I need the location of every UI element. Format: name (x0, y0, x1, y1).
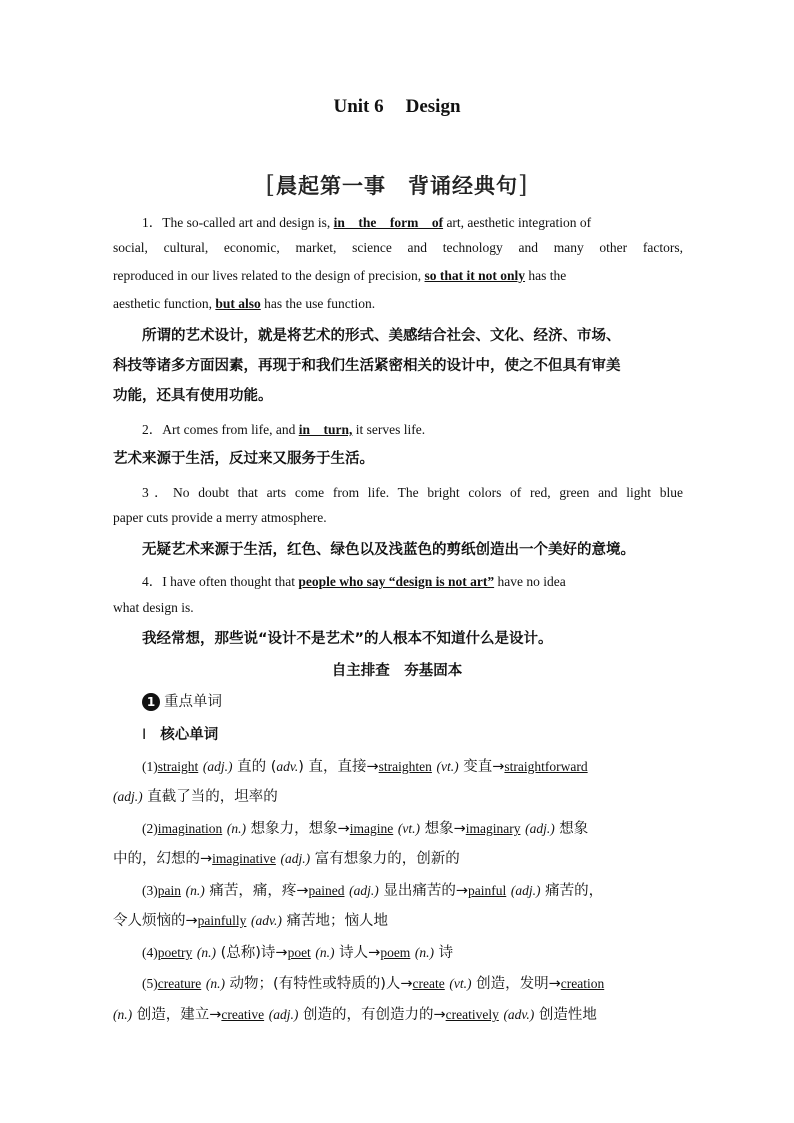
sentence-number: 1． (142, 215, 163, 230)
sentence-1-translation-line-3: 功能，还具有使用功能。 (113, 388, 273, 404)
sentence-4-line-2: what design is. (113, 600, 194, 615)
sentence-number: 4． (142, 574, 163, 589)
part-of-speech: (adv.) (251, 913, 282, 928)
unit-label: Unit 6 (333, 96, 384, 117)
definition: 显出痛苦的→ (378, 883, 468, 899)
sentence-1-line-1 (113, 211, 712, 231)
vocab-word: pain (157, 883, 181, 898)
definition: 直的 ( (232, 759, 277, 775)
definition: 想象 (554, 821, 589, 837)
vocab-word: painfully (197, 913, 247, 928)
part-of-speech: (vt.) (397, 821, 420, 836)
part-of-speech: (vt.) (436, 759, 459, 774)
definition: 痛苦的， (540, 883, 604, 899)
vocab-word: painful (468, 883, 507, 898)
sentence-text: I have often thought that (162, 574, 299, 589)
item-number: (3) (142, 883, 158, 898)
vocab-item-3-line-2 (113, 909, 683, 930)
vocab-word: creatively (445, 1007, 499, 1022)
definition: 令人烦恼的→ (113, 913, 198, 929)
definition: 创造，建立→ (132, 1007, 222, 1023)
definition: 痛苦，痛，疼→ (204, 883, 309, 899)
part-of-speech: (adj.) (268, 1007, 299, 1022)
banner-text: 晨起第一事 背诵经典句 (276, 174, 518, 198)
sentence-4-translation: 我经常想，那些说“设计不是艺术”的人根本不知道什么是设计。 (142, 631, 553, 647)
sentence-1-translation-line-2: 科技等诸多方面因素，再现于和我们生活紧密相关的设计中，使之不但具有审美 (113, 358, 621, 374)
definition: (总称)诗→ (215, 945, 288, 961)
sentence-number: 3． (142, 485, 173, 500)
sentence-1-line-3 (113, 268, 683, 284)
vocab-word: pained (308, 883, 345, 898)
key-phrase: so that it not only (424, 268, 526, 283)
vocab-word: straightforward (504, 759, 588, 774)
definition: 富有想象力的，创新的 (310, 851, 460, 867)
vocab-item-1-line-1 (113, 755, 712, 776)
part-of-speech: (adj.) (280, 851, 311, 866)
sentence-text: reproduced in our lives related to the design of precision, (113, 268, 425, 283)
sentence-1-line-4 (113, 296, 683, 312)
sentence-text: The so-called art and design is, (162, 215, 334, 230)
page-title (0, 96, 794, 118)
item-number: (5) (142, 976, 158, 991)
part-of-speech: (n.) (205, 976, 225, 991)
sentence-2-translation: 艺术来源于生活，反过来又服务于生活。 (113, 451, 374, 467)
key-phrase: people who say “design is not art” (298, 574, 495, 589)
definition: 诗 (434, 945, 454, 961)
sentence-text: has the (525, 268, 567, 283)
sentence-4-line-1 (113, 570, 712, 590)
part-of-speech: adv. (276, 759, 299, 774)
sentence-1-translation-line-1: 所谓的艺术设计，就是将艺术的形式、美感结合社会、文化、经济、市场、 (142, 328, 621, 344)
part-of-speech: (n.) (226, 821, 246, 836)
vocab-word: imaginative (212, 851, 276, 866)
sentence-text: have no idea (494, 574, 566, 589)
vocab-word: creation (560, 976, 605, 991)
key-words-label: 重点单词 (164, 694, 222, 710)
banner-open-bracket: [ (265, 171, 276, 199)
part-of-speech: (adj.) (202, 759, 233, 774)
vocab-item-2-line-2 (113, 847, 683, 868)
vocab-item-5-line-1 (113, 972, 712, 993)
key-phrase: but also (215, 296, 261, 311)
definition: 痛苦地；恼人地 (281, 913, 388, 929)
sentence-text: it serves life. (352, 422, 426, 437)
key-phrase: in turn, (298, 422, 353, 437)
vocab-item-3-line-1 (113, 879, 712, 900)
number-circle-icon: 1 (142, 693, 160, 711)
part-of-speech: (vt.) (449, 976, 472, 991)
vocab-word: creature (157, 976, 202, 991)
vocab-word: imaginary (465, 821, 521, 836)
definition: 想象→ (419, 821, 466, 837)
definition: 想象力，想象→ (245, 821, 350, 837)
sentence-1-line-2: social, cultural, economic, market, science and technology and many other factors, (113, 240, 683, 255)
definition: 中的，幻想的→ (113, 851, 213, 867)
sentence-3-line-1 (113, 481, 683, 501)
definition: 直截了当的，坦率的 (142, 789, 278, 805)
part-of-speech: (adj.) (349, 883, 379, 898)
section-heading: 自主排查 夯基固本 (331, 663, 463, 679)
roman-numeral: Ⅰ (142, 727, 147, 743)
core-words-label: 核心单词 (160, 727, 219, 743)
sentence-text: Art comes from life, and (162, 422, 299, 437)
key-words-heading (113, 690, 712, 711)
sentence-text: has the use function. (260, 296, 376, 311)
vocab-word: poet (287, 945, 311, 960)
part-of-speech: (adj.) (113, 789, 143, 804)
definition: 创造性地 (534, 1007, 597, 1023)
vocab-item-4 (113, 941, 712, 962)
sentence-text: art, aesthetic integration of (443, 215, 592, 230)
definition: ) 直，直接→ (298, 759, 379, 775)
item-number: (4) (142, 945, 158, 960)
definition: 动物；(有特性或特质的)人→ (224, 976, 413, 992)
key-phrase: in the form of (333, 215, 444, 230)
section-banner (0, 170, 794, 200)
vocab-word: straighten (378, 759, 432, 774)
part-of-speech: (adj.) (525, 821, 555, 836)
unit-topic: Design (405, 96, 461, 117)
item-number: (1) (142, 759, 158, 774)
vocab-word: imagination (157, 821, 223, 836)
part-of-speech: (n.) (414, 945, 435, 960)
part-of-speech: (n.) (315, 945, 335, 960)
vocab-item-5-line-2 (113, 1003, 683, 1024)
part-of-speech: (adv.) (503, 1007, 535, 1022)
definition: 创造的，有创造力的→ (298, 1007, 446, 1023)
part-of-speech: (adj.) (510, 883, 541, 898)
sentence-3-translation: 无疑艺术来源于生活，红色、绿色以及浅蓝色的剪纸创造出一个美好的意境。 (142, 542, 635, 558)
banner-close-bracket: ] (518, 171, 529, 199)
vocab-word: imagine (349, 821, 394, 836)
sentence-3-line-2: paper cuts provide a merry atmosphere. (113, 510, 327, 525)
vocab-item-2-line-1 (113, 817, 712, 838)
sentence-2 (113, 418, 712, 438)
definition: 创造，发明→ (471, 976, 561, 992)
part-of-speech: (n.) (113, 1007, 133, 1022)
vocab-word: create (412, 976, 445, 991)
definition: 变直→ (458, 759, 505, 775)
vocab-word: straight (157, 759, 199, 774)
vocab-word: poem (380, 945, 411, 960)
part-of-speech: (n.) (185, 883, 205, 898)
item-number: (2) (142, 821, 158, 836)
vocab-word: creative (221, 1007, 265, 1022)
part-of-speech: (n.) (196, 945, 216, 960)
vocab-word: poetry (157, 945, 193, 960)
sentence-text: aesthetic function, (113, 296, 216, 311)
sentence-text: No doubt that arts come from life. The bright colors of red, green and light blue (172, 485, 684, 500)
sentence-number: 2． (142, 422, 163, 437)
vocab-item-1-line-2 (113, 785, 683, 806)
definition: 诗人→ (334, 945, 381, 961)
core-words-heading (113, 723, 712, 744)
